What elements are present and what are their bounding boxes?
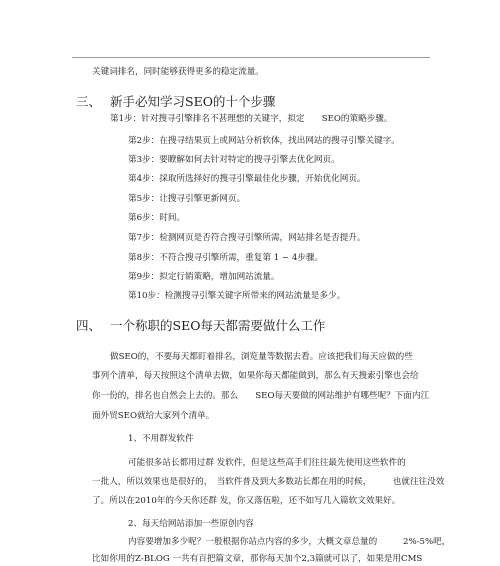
intro-line: 关键词排名，同时能够获得更多的稳定流量。 <box>92 67 264 77</box>
item-2-line: 比如你用的Z-BLOG 一共有百把篇文章，那你每天加个2,3篇就可以了，如果是用CMS <box>92 554 423 564</box>
section-3-heading <box>76 94 275 110</box>
paragraph-1-line: 事列个清单，每天按照这个清单去做，如果你每天都能做到，那么有天搜索引擎也会给 <box>92 371 419 381</box>
step-10: 第10步：检测搜寻引擎关键字所带来的网站流量是多少。 <box>128 291 346 301</box>
step-3: 第3步：要瞭解如何去针对特定的搜寻引擎去优化网页。 <box>128 155 340 165</box>
step-1: 第1步：针对搜寻引擎排名不甚理想的关键字，拟定 SEO的策略步骤。 <box>110 114 393 124</box>
header-rule <box>72 57 430 58</box>
step-9: 第9步：拟定行销策略，增加网站流量。 <box>128 272 280 282</box>
section-3-number: 三、 <box>76 94 102 109</box>
paragraph-1-line: 做SEO的，不要每天都盯着排名，浏览量等数据去看。应该把我们每天应做的些 <box>110 352 413 362</box>
step-2: 第2步：在搜寻结果页上或网站分析软体，找出网站的搜寻引擎关键字。 <box>128 136 400 146</box>
step-7: 第7步：检测网页是否符合搜寻引擎所需，网站排名是否提升。 <box>128 233 366 243</box>
item-1-heading: 1、不用群发软件 <box>128 434 194 444</box>
step-4: 第4步：採取所选择好的搜寻引擎最佳化步骤，开始优化网页。 <box>128 174 366 184</box>
item-1-line: 可能很多站长都用过群 发软件，但是这些高手们往往最先使用这些软件的 <box>128 458 406 468</box>
paragraph-1-line: 你一份的，排名也自然会上去的。那么 SEO每天要做的网站维护有哪些呢？下面内江 <box>92 391 430 401</box>
section-4-number: 四、 <box>76 318 102 333</box>
step-5: 第5步：让搜寻引擎更新网页。 <box>128 194 246 204</box>
paragraph-1-line: 面外贸SEO就给大家列个清单。 <box>92 411 215 421</box>
item-2-heading: 2、每天给网站添加一些原创内容 <box>128 519 254 529</box>
item-2-line: 内容要增加多少呢？一般根据你站点内容的多少，大概文章总量的 2%-5%吧， <box>128 537 451 547</box>
item-1-line: 一批人，所以效果也是很好的， 当软件普及到大多数站长都在用的时候， 也就往往没效 <box>92 477 445 487</box>
section-3-title: 新手必知学习SEO的十个步骤 <box>110 94 276 109</box>
step-6: 第6步：时间。 <box>128 213 186 223</box>
step-8: 第8步：不符合搜寻引擎所需，重复第 1 ~ 4步骤。 <box>128 253 324 263</box>
section-4-heading <box>76 318 325 334</box>
section-4-title: 一个称职的SEO每天都需要做什么工作 <box>110 318 326 333</box>
item-1-line: 了。所以在2010年的今天你还群 发，你又落伍啦，还不如写几入篇软文效果好。 <box>92 496 401 506</box>
